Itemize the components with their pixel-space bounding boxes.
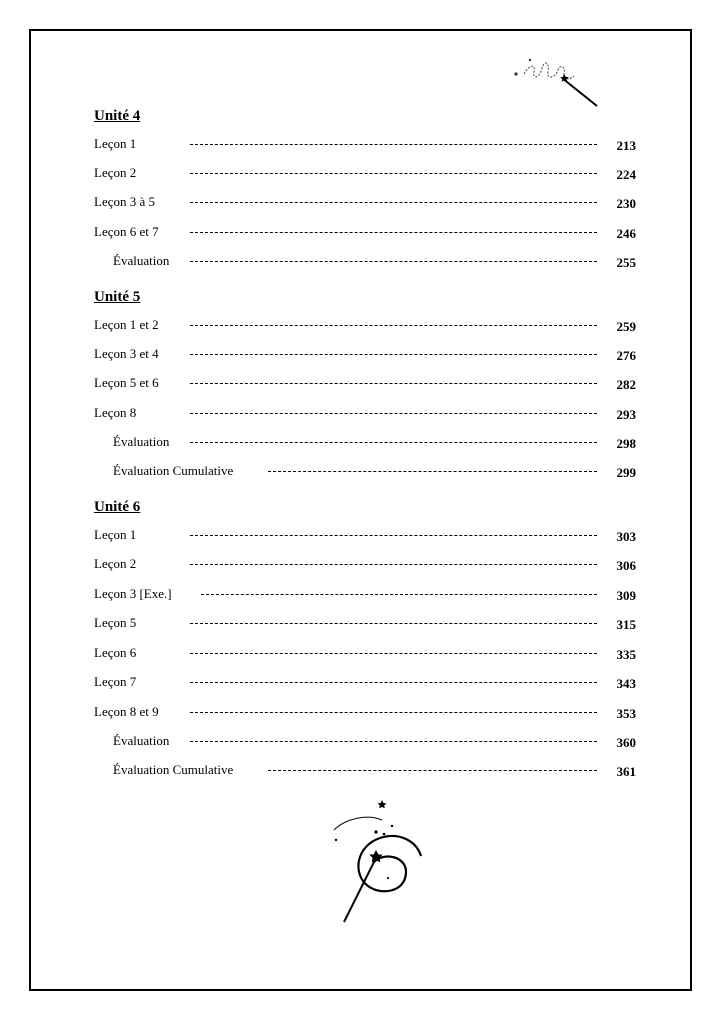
toc-entry-page-number: 255 [616,255,636,270]
toc-entry [0,224,724,244]
magic-wand-swirl-icon [326,794,426,929]
dotted-leader [190,383,597,384]
toc-entry [0,674,724,694]
toc-entry [0,136,724,156]
toc-entry-page-number: 309 [616,588,636,603]
toc-entry-label: Leçon 5 [94,615,137,630]
toc-entry-page-number: 343 [616,676,636,691]
toc-entry-label: Évaluation [113,253,170,268]
toc-entry-page-number: 299 [616,465,636,480]
toc-entry-label: Évaluation Cumulative [113,762,234,777]
toc-entry-label: Leçon 6 [94,645,137,660]
toc-entry-page-number: 224 [616,167,636,182]
toc-entry [0,463,724,483]
dotted-leader [190,325,597,326]
toc-entry [0,704,724,724]
toc-entry-label: Leçon 2 [94,165,137,180]
toc-entry-label: Leçon 8 et 9 [94,704,159,719]
toc-entry [0,527,724,547]
unit-heading: Unité 5 [94,289,141,305]
toc-entry [0,733,724,753]
toc-entry-page-number: 335 [616,647,636,662]
toc-entry [0,405,724,425]
toc-entry [0,556,724,576]
toc-entry-label: Leçon 1 et 2 [94,317,159,332]
toc-entry [0,762,724,782]
toc-entry-label: Évaluation Cumulative [113,463,234,478]
dotted-leader [190,653,597,654]
dotted-leader [201,594,597,595]
toc-entry-page-number: 293 [616,407,636,422]
toc-entry-label: Leçon 3 à 5 [94,194,156,209]
toc-entry-label: Leçon 1 [94,136,137,151]
dotted-leader [190,144,597,145]
toc-entry-page-number: 276 [616,348,636,363]
dotted-leader [190,712,597,713]
toc-entry [0,253,724,273]
toc-entry-page-number: 259 [616,319,636,334]
toc-entry-page-number: 230 [616,196,636,211]
dotted-leader [190,232,597,233]
toc-entry-page-number: 246 [616,226,636,241]
toc-entry [0,194,724,214]
dotted-leader [190,202,597,203]
dotted-leader [190,741,597,742]
toc-entry-label: Leçon 5 et 6 [94,375,159,390]
toc-entry-label: Évaluation [113,733,170,748]
unit-heading: Unité 6 [94,499,141,515]
dotted-leader [190,682,597,683]
toc-entry [0,317,724,337]
dotted-leader [190,442,597,443]
toc-entry-page-number: 315 [616,617,636,632]
unit-heading: Unité 4 [94,108,141,124]
toc-entry [0,615,724,635]
dotted-leader [190,535,597,536]
toc-entry-page-number: 306 [616,558,636,573]
toc-entry-page-number: 353 [616,706,636,721]
toc-entry [0,645,724,665]
toc-entry-label: Leçon 3 [Exe.] [94,586,172,601]
dotted-leader [190,413,597,414]
dotted-leader [190,623,597,624]
dotted-leader [190,564,597,565]
toc-entry [0,375,724,395]
toc-entry [0,434,724,454]
toc-entry-page-number: 282 [616,377,636,392]
dotted-leader [190,354,597,355]
toc-entry-page-number: 303 [616,529,636,544]
toc-entry-label: Leçon 6 et 7 [94,224,159,239]
toc-entry-label: Leçon 8 [94,405,137,420]
toc-entry-label: Leçon 7 [94,674,137,689]
toc-entry-page-number: 361 [616,764,636,779]
toc-entry-page-number: 360 [616,735,636,750]
toc-entry-label: Évaluation [113,434,170,449]
toc-entry-page-number: 213 [616,138,636,153]
toc-entry-label: Leçon 2 [94,556,137,571]
toc-entry [0,165,724,185]
dotted-leader [268,471,597,472]
toc-entry [0,346,724,366]
toc-entry-label: Leçon 3 et 4 [94,346,159,361]
dotted-leader [268,770,597,771]
dotted-leader [190,173,597,174]
toc-entry-label: Leçon 1 [94,527,137,542]
dotted-leader [190,261,597,262]
toc-entry-page-number: 298 [616,436,636,451]
toc-entry [0,586,724,606]
